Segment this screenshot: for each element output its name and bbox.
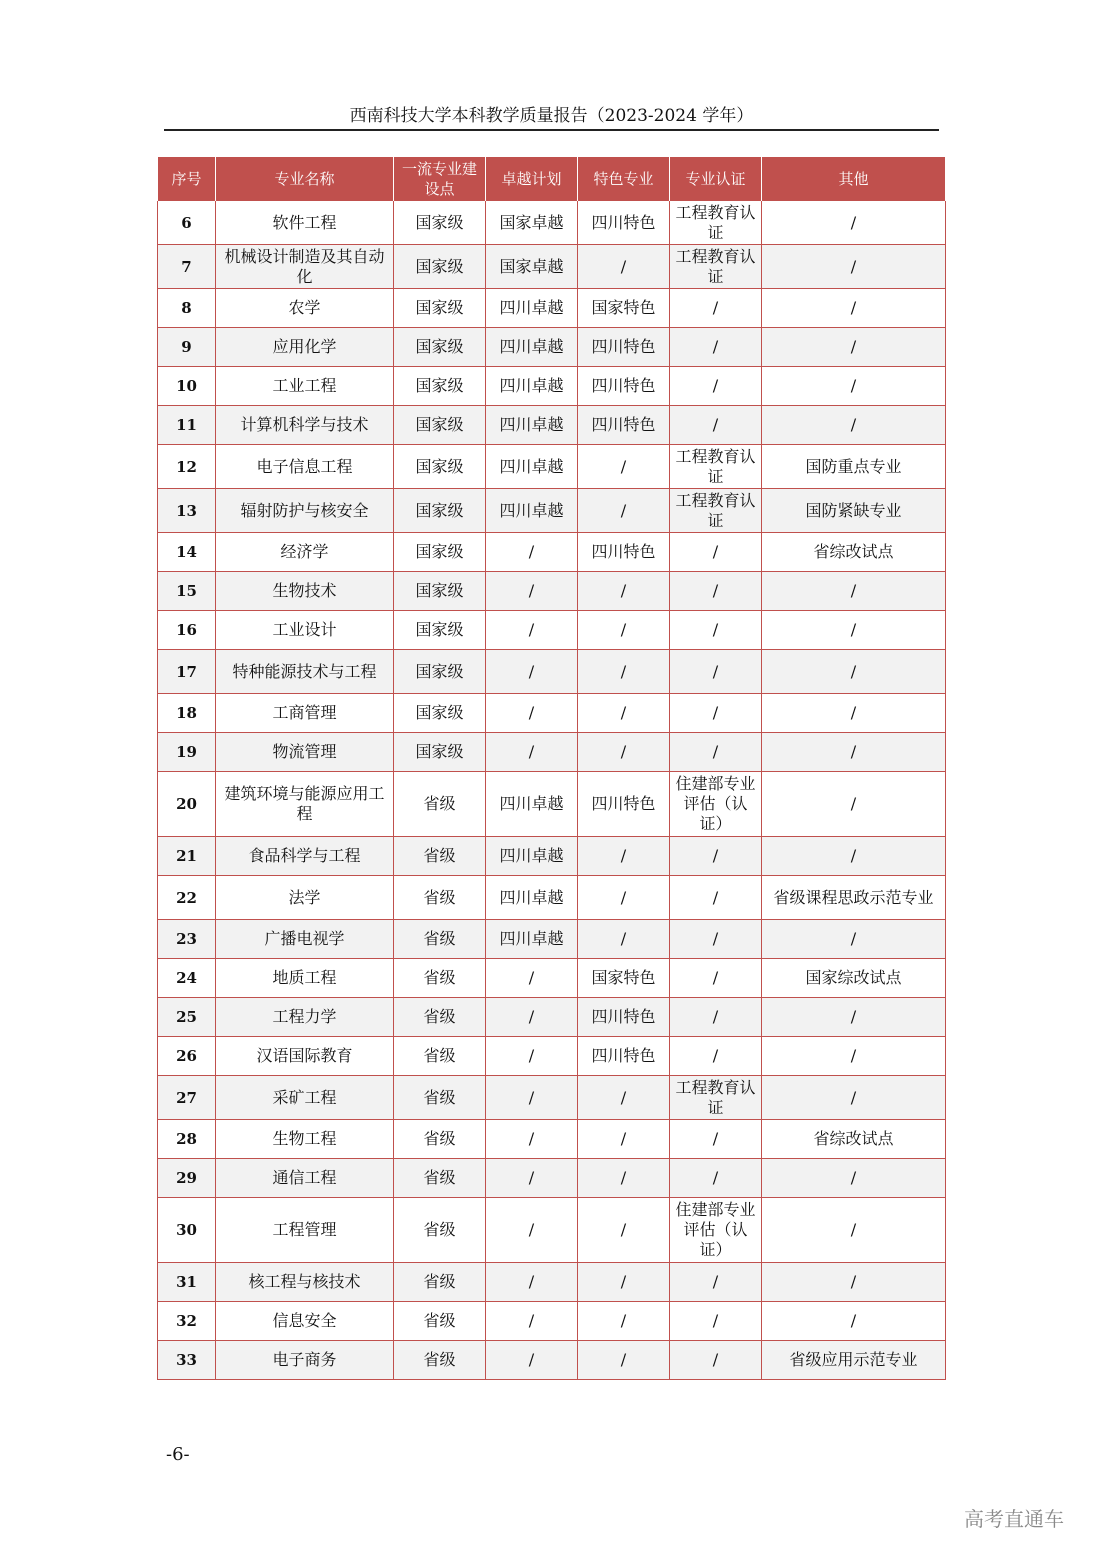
- table-header: [158, 157, 946, 201]
- accreditation-cell: /: [670, 1302, 762, 1341]
- col-header-seq: 序号: [158, 157, 216, 201]
- table-row: [158, 1302, 946, 1341]
- other-cell: /: [762, 1198, 946, 1263]
- excellence-plan-cell: 国家卓越: [486, 245, 578, 289]
- major-name-cell: 工商管理: [216, 694, 394, 733]
- major-name-cell: 工程力学: [216, 998, 394, 1037]
- excellence-plan-cell: /: [486, 1120, 578, 1159]
- other-cell: /: [762, 406, 946, 445]
- other-cell: /: [762, 367, 946, 406]
- other-cell: /: [762, 650, 946, 694]
- page-header-title: 西南科技大学本科教学质量报告（2023-2024 学年）: [349, 106, 754, 126]
- seq-cell: 29: [158, 1159, 216, 1198]
- excellence-plan-cell: 四川卓越: [486, 772, 578, 837]
- featured-major-cell: 四川特色: [578, 201, 670, 245]
- accreditation-cell: /: [670, 998, 762, 1037]
- table-row: [158, 694, 946, 733]
- table-row: [158, 1198, 946, 1263]
- table-row: [158, 1341, 946, 1380]
- featured-major-cell: 四川特色: [578, 998, 670, 1037]
- accreditation-cell: /: [670, 876, 762, 920]
- seq-cell: 32: [158, 1302, 216, 1341]
- first-class-cell: 省级: [394, 876, 486, 920]
- featured-major-cell: /: [578, 1302, 670, 1341]
- accreditation-cell: 住建部专业评估（认证）: [670, 1198, 762, 1263]
- first-class-cell: 国家级: [394, 650, 486, 694]
- first-class-cell: 国家级: [394, 694, 486, 733]
- seq-cell: 25: [158, 998, 216, 1037]
- accreditation-cell: /: [670, 406, 762, 445]
- major-name-cell: 应用化学: [216, 328, 394, 367]
- excellence-plan-cell: 四川卓越: [486, 876, 578, 920]
- featured-major-cell: /: [578, 1120, 670, 1159]
- major-name-cell: 汉语国际教育: [216, 1037, 394, 1076]
- featured-major-cell: /: [578, 1198, 670, 1263]
- col-header-first-class: 一流专业建设点: [394, 157, 486, 201]
- accreditation-cell: /: [670, 920, 762, 959]
- first-class-cell: 省级: [394, 920, 486, 959]
- accreditation-cell: /: [670, 1037, 762, 1076]
- table-row: [158, 572, 946, 611]
- table-row: [158, 1037, 946, 1076]
- table-header-row: [158, 157, 946, 201]
- excellence-plan-cell: /: [486, 959, 578, 998]
- first-class-cell: 省级: [394, 1341, 486, 1380]
- table-row: [158, 650, 946, 694]
- first-class-cell: 国家级: [394, 245, 486, 289]
- accreditation-cell: 工程教育认证: [670, 489, 762, 533]
- major-name-cell: 机械设计制造及其自动化: [216, 245, 394, 289]
- featured-major-cell: /: [578, 611, 670, 650]
- seq-cell: 24: [158, 959, 216, 998]
- col-header-accreditation: 专业认证: [670, 157, 762, 201]
- first-class-cell: 国家级: [394, 289, 486, 328]
- table-row: [158, 1263, 946, 1302]
- featured-major-cell: /: [578, 876, 670, 920]
- first-class-cell: 国家级: [394, 328, 486, 367]
- major-name-cell: 软件工程: [216, 201, 394, 245]
- table-row: [158, 1076, 946, 1120]
- other-cell: /: [762, 245, 946, 289]
- other-cell: 省级应用示范专业: [762, 1341, 946, 1380]
- accreditation-cell: 工程教育认证: [670, 1076, 762, 1120]
- first-class-cell: 省级: [394, 959, 486, 998]
- featured-major-cell: 四川特色: [578, 328, 670, 367]
- first-class-cell: 省级: [394, 1076, 486, 1120]
- excellence-plan-cell: /: [486, 1302, 578, 1341]
- seq-cell: 27: [158, 1076, 216, 1120]
- header-divider: [164, 129, 939, 131]
- seq-cell: 10: [158, 367, 216, 406]
- major-name-cell: 电子商务: [216, 1341, 394, 1380]
- table-row: [158, 533, 946, 572]
- other-cell: 国防紧缺专业: [762, 489, 946, 533]
- major-name-cell: 经济学: [216, 533, 394, 572]
- other-cell: /: [762, 201, 946, 245]
- first-class-cell: 国家级: [394, 572, 486, 611]
- excellence-plan-cell: /: [486, 1037, 578, 1076]
- featured-major-cell: /: [578, 1341, 670, 1380]
- other-cell: /: [762, 611, 946, 650]
- major-name-cell: 电子信息工程: [216, 445, 394, 489]
- featured-major-cell: /: [578, 445, 670, 489]
- watermark-text: 高考直通车: [964, 1507, 1064, 1531]
- excellence-plan-cell: 四川卓越: [486, 367, 578, 406]
- table-row: [158, 837, 946, 876]
- seq-cell: 21: [158, 837, 216, 876]
- table-row: [158, 920, 946, 959]
- excellence-plan-cell: 国家卓越: [486, 201, 578, 245]
- featured-major-cell: /: [578, 572, 670, 611]
- seq-cell: 12: [158, 445, 216, 489]
- first-class-cell: 省级: [394, 1302, 486, 1341]
- excellence-plan-cell: /: [486, 694, 578, 733]
- seq-cell: 28: [158, 1120, 216, 1159]
- table-row: [158, 445, 946, 489]
- excellence-plan-cell: /: [486, 650, 578, 694]
- accreditation-cell: 工程教育认证: [670, 201, 762, 245]
- featured-major-cell: 四川特色: [578, 1037, 670, 1076]
- accreditation-cell: /: [670, 611, 762, 650]
- col-header-major-name: 专业名称: [216, 157, 394, 201]
- excellence-plan-cell: 四川卓越: [486, 406, 578, 445]
- accreditation-cell: /: [670, 1120, 762, 1159]
- major-name-cell: 采矿工程: [216, 1076, 394, 1120]
- seq-cell: 15: [158, 572, 216, 611]
- major-name-cell: 生物技术: [216, 572, 394, 611]
- other-cell: /: [762, 998, 946, 1037]
- featured-major-cell: /: [578, 733, 670, 772]
- major-name-cell: 辐射防护与核安全: [216, 489, 394, 533]
- accreditation-cell: 工程教育认证: [670, 445, 762, 489]
- major-name-cell: 广播电视学: [216, 920, 394, 959]
- accreditation-cell: /: [670, 1341, 762, 1380]
- first-class-cell: 国家级: [394, 201, 486, 245]
- page-number: -6-: [166, 1444, 190, 1465]
- accreditation-cell: /: [670, 733, 762, 772]
- table-row: [158, 245, 946, 289]
- seq-cell: 9: [158, 328, 216, 367]
- table-row: [158, 489, 946, 533]
- featured-major-cell: /: [578, 1263, 670, 1302]
- featured-major-cell: /: [578, 920, 670, 959]
- major-name-cell: 农学: [216, 289, 394, 328]
- major-name-cell: 信息安全: [216, 1302, 394, 1341]
- first-class-cell: 省级: [394, 1037, 486, 1076]
- other-cell: /: [762, 572, 946, 611]
- other-cell: /: [762, 1302, 946, 1341]
- accreditation-cell: /: [670, 328, 762, 367]
- first-class-cell: 国家级: [394, 733, 486, 772]
- seq-cell: 33: [158, 1341, 216, 1380]
- major-name-cell: 生物工程: [216, 1120, 394, 1159]
- excellence-plan-cell: 四川卓越: [486, 837, 578, 876]
- excellence-plan-cell: /: [486, 1159, 578, 1198]
- seq-cell: 18: [158, 694, 216, 733]
- other-cell: /: [762, 837, 946, 876]
- table-row: [158, 772, 946, 837]
- other-cell: /: [762, 920, 946, 959]
- other-cell: 国家综改试点: [762, 959, 946, 998]
- accreditation-cell: /: [670, 1159, 762, 1198]
- table-body: [158, 201, 946, 1380]
- table-row: [158, 1159, 946, 1198]
- accreditation-cell: 工程教育认证: [670, 245, 762, 289]
- excellence-plan-cell: /: [486, 1341, 578, 1380]
- major-name-cell: 建筑环境与能源应用工程: [216, 772, 394, 837]
- seq-cell: 11: [158, 406, 216, 445]
- excellence-plan-cell: /: [486, 733, 578, 772]
- featured-major-cell: 国家特色: [578, 289, 670, 328]
- featured-major-cell: 四川特色: [578, 406, 670, 445]
- accreditation-cell: /: [670, 289, 762, 328]
- featured-major-cell: /: [578, 489, 670, 533]
- other-cell: /: [762, 1159, 946, 1198]
- first-class-cell: 省级: [394, 998, 486, 1037]
- seq-cell: 7: [158, 245, 216, 289]
- table-row: [158, 959, 946, 998]
- seq-cell: 14: [158, 533, 216, 572]
- other-cell: 省综改试点: [762, 533, 946, 572]
- major-name-cell: 工业工程: [216, 367, 394, 406]
- table-row: [158, 998, 946, 1037]
- seq-cell: 20: [158, 772, 216, 837]
- seq-cell: 22: [158, 876, 216, 920]
- seq-cell: 16: [158, 611, 216, 650]
- featured-major-cell: 四川特色: [578, 367, 670, 406]
- featured-major-cell: /: [578, 245, 670, 289]
- seq-cell: 8: [158, 289, 216, 328]
- other-cell: /: [762, 772, 946, 837]
- major-name-cell: 工程管理: [216, 1198, 394, 1263]
- first-class-cell: 省级: [394, 1198, 486, 1263]
- excellence-plan-cell: /: [486, 533, 578, 572]
- featured-major-cell: /: [578, 1076, 670, 1120]
- excellence-plan-cell: /: [486, 998, 578, 1037]
- other-cell: /: [762, 328, 946, 367]
- other-cell: /: [762, 1037, 946, 1076]
- table-row: [158, 611, 946, 650]
- featured-major-cell: /: [578, 694, 670, 733]
- featured-major-cell: /: [578, 650, 670, 694]
- excellence-plan-cell: 四川卓越: [486, 328, 578, 367]
- col-header-featured-major: 特色专业: [578, 157, 670, 201]
- accreditation-cell: /: [670, 959, 762, 998]
- table-row: [158, 733, 946, 772]
- other-cell: /: [762, 694, 946, 733]
- major-name-cell: 通信工程: [216, 1159, 394, 1198]
- accreditation-cell: /: [670, 572, 762, 611]
- featured-major-cell: 国家特色: [578, 959, 670, 998]
- accreditation-cell: /: [670, 533, 762, 572]
- first-class-cell: 省级: [394, 1159, 486, 1198]
- first-class-cell: 国家级: [394, 367, 486, 406]
- first-class-cell: 国家级: [394, 611, 486, 650]
- seq-cell: 17: [158, 650, 216, 694]
- table-row: [158, 201, 946, 245]
- featured-major-cell: 四川特色: [578, 533, 670, 572]
- other-cell: /: [762, 733, 946, 772]
- featured-major-cell: /: [578, 1159, 670, 1198]
- excellence-plan-cell: 四川卓越: [486, 489, 578, 533]
- excellence-plan-cell: 四川卓越: [486, 289, 578, 328]
- other-cell: /: [762, 1263, 946, 1302]
- seq-cell: 19: [158, 733, 216, 772]
- first-class-cell: 国家级: [394, 489, 486, 533]
- major-name-cell: 食品科学与工程: [216, 837, 394, 876]
- table-row: [158, 328, 946, 367]
- other-cell: 省综改试点: [762, 1120, 946, 1159]
- col-header-excellence-plan: 卓越计划: [486, 157, 578, 201]
- seq-cell: 31: [158, 1263, 216, 1302]
- excellence-plan-cell: /: [486, 1198, 578, 1263]
- first-class-cell: 省级: [394, 772, 486, 837]
- excellence-plan-cell: /: [486, 1263, 578, 1302]
- first-class-cell: 国家级: [394, 445, 486, 489]
- other-cell: 省级课程思政示范专业: [762, 876, 946, 920]
- excellence-plan-cell: 四川卓越: [486, 445, 578, 489]
- major-name-cell: 工业设计: [216, 611, 394, 650]
- other-cell: 国防重点专业: [762, 445, 946, 489]
- accreditation-cell: /: [670, 367, 762, 406]
- excellence-plan-cell: 四川卓越: [486, 920, 578, 959]
- other-cell: /: [762, 1076, 946, 1120]
- other-cell: /: [762, 289, 946, 328]
- featured-major-cell: /: [578, 837, 670, 876]
- major-name-cell: 物流管理: [216, 733, 394, 772]
- table-row: [158, 876, 946, 920]
- majors-table: [157, 157, 946, 1380]
- first-class-cell: 国家级: [394, 406, 486, 445]
- featured-major-cell: 四川特色: [578, 772, 670, 837]
- first-class-cell: 省级: [394, 1263, 486, 1302]
- table-row: [158, 1120, 946, 1159]
- seq-cell: 30: [158, 1198, 216, 1263]
- seq-cell: 6: [158, 201, 216, 245]
- seq-cell: 26: [158, 1037, 216, 1076]
- table-row: [158, 289, 946, 328]
- seq-cell: 23: [158, 920, 216, 959]
- major-name-cell: 法学: [216, 876, 394, 920]
- major-name-cell: 特种能源技术与工程: [216, 650, 394, 694]
- major-name-cell: 地质工程: [216, 959, 394, 998]
- table-row: [158, 406, 946, 445]
- excellence-plan-cell: /: [486, 572, 578, 611]
- major-name-cell: 计算机科学与技术: [216, 406, 394, 445]
- accreditation-cell: /: [670, 694, 762, 733]
- accreditation-cell: /: [670, 1263, 762, 1302]
- first-class-cell: 省级: [394, 837, 486, 876]
- excellence-plan-cell: /: [486, 611, 578, 650]
- accreditation-cell: /: [670, 650, 762, 694]
- first-class-cell: 国家级: [394, 533, 486, 572]
- accreditation-cell: 住建部专业评估（认证）: [670, 772, 762, 837]
- table-row: [158, 367, 946, 406]
- seq-cell: 13: [158, 489, 216, 533]
- major-name-cell: 核工程与核技术: [216, 1263, 394, 1302]
- col-header-other: 其他: [762, 157, 946, 201]
- excellence-plan-cell: /: [486, 1076, 578, 1120]
- first-class-cell: 省级: [394, 1120, 486, 1159]
- accreditation-cell: /: [670, 837, 762, 876]
